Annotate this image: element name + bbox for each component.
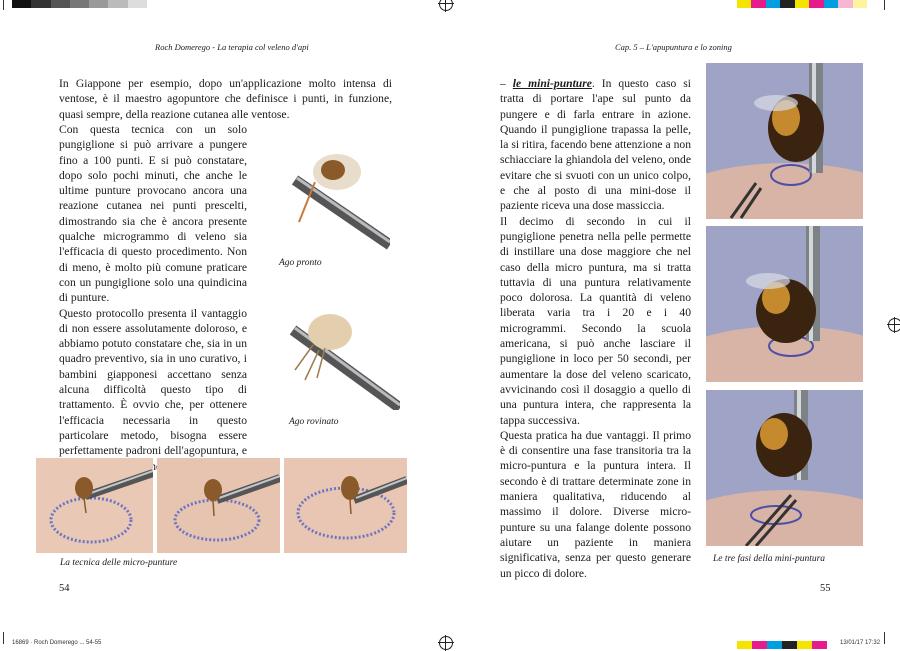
registration-mark-top — [439, 0, 453, 11]
grayscale-calibration-bar — [12, 0, 147, 8]
photo-micro-puncture-3 — [284, 458, 407, 553]
lead-dash: – — [500, 77, 513, 90]
crop-mark — [3, 0, 4, 10]
left-paragraph-2: Con questa tecnica con un solo pungiglione si può arrivare a pungere fino a 100 punti. E si può constatare, dopo solo pochi minuti, che anche le ultime punture provocano ancora una reazione cutanea nei punti prescelti, dimostrando sia che è ancora presente qualche microgrammo di veleno sia l'efficacia di questo procedimento. Non di meno, è molto più comune praticare con un pungiglione solo una quindicina di punture. — [59, 123, 247, 305]
right-paragraph-3: Questa pratica ha due vantaggi. Il primo è di consentire una fase transitoria tra la micro-puntura e la puntura intera. Il secondo è di trattare determinate zone in maniera qualitativa, riducendo al massimo il dolore. Diverse micro-punture su una falange dolente possono aiutare un paziente in maniera significativa, senza per questo generare un picco di dolore. — [500, 428, 691, 580]
photo-micro-puncture-1 — [36, 458, 153, 553]
mini-punture-term: le mini-punture — [512, 77, 592, 90]
photo-bee-phase-2 — [706, 226, 863, 382]
crop-mark — [884, 0, 885, 10]
right-text-column — [500, 76, 691, 581]
photo-needle-ready — [275, 140, 390, 250]
right-paragraph-1 — [500, 76, 691, 214]
photo-needle-ruined — [275, 300, 400, 410]
right-paragraph-2: Il decimo di secondo in cui il pungiglione penetra nella pelle permette di instillare una dose maggiore che nel caso della micro puntura, ma si tratta tuttavia di una puntura relativamente poco dolorosa. La quantità di veleno liberata varia tra i 20 e i 40 microgrammi. Secondo la scuola americana, si può anche lasciare il pungiglione in loco per 50 secondi, per aumentare la dose del veleno scaricato, avvicinando così il dosaggio a quello di una puntura intera, che rappresenta la tappa successiva. — [500, 214, 691, 427]
print-slug-right: 13/01/17 17:32 — [840, 640, 881, 646]
photo-micro-puncture-2 — [157, 458, 280, 553]
right-paragraph-1-body: . In questo caso si tratta di portare l'ape sul punto da pungere e di farla entrare in azione. Quando il pungiglione trapassa la pelle, la si ritira, facendo bene attenzione a non schiacciare la ghiandola del veleno, onde evitare che si svuoti con un unico colpo, e che al posto di una mini-dose il paziente riceva una dose massiccia. — [500, 77, 691, 213]
color-calibration-bar — [737, 0, 867, 8]
crop-mark — [3, 632, 4, 644]
color-calibration-bar-bottom — [737, 641, 827, 649]
caption-micro-puncture-technique: La tecnica delle micro-punture — [60, 558, 178, 568]
caption-needle-ruined: Ago rovinato — [289, 417, 339, 427]
registration-mark-right — [888, 318, 900, 332]
left-intro-text — [59, 76, 392, 122]
left-paragraph-1: In Giappone per esempio, dopo un'applicazione molto intensa di ventose, è il maestro agopuntore che definisce i punti, in funzione, quasi sempre, della reazione cutanea alle ventose. — [59, 77, 392, 121]
left-wrapped-text — [59, 122, 247, 474]
caption-three-phases: Le tre fasi della mini-puntura — [713, 554, 826, 564]
registration-mark-bottom — [439, 636, 453, 650]
right-page-number: 55 — [820, 583, 831, 594]
print-slug-left: 16869 · Roch Domerego ... 54-55 — [12, 640, 102, 646]
caption-needle-ready: Ago pronto — [279, 258, 322, 268]
left-page-number: 54 — [59, 583, 70, 594]
crop-mark — [884, 632, 885, 644]
photo-bee-phase-1 — [706, 63, 863, 219]
photo-bee-phase-3 — [706, 390, 863, 546]
left-paragraph-3: Questo protocollo presenta il vantaggio di non essere assolutamente doloroso, e abbiamo potuto constatare che, sia in un quadro preventivo, sia in uno curativo, i bambini giapponesi accettano senza alcuna difficoltà questo tipo di trattamento. È ovvio che, per ottenere l'efficacia necessaria in questo particolare metodo, bisogna essere perfettamente padroni dell'agopuntura, e — [59, 306, 247, 458]
left-running-head: Roch Domerego - La terapia col veleno d'api — [155, 42, 309, 52]
right-running-head: Cap. 5 – L'apupuntura e lo zoning — [615, 42, 732, 52]
